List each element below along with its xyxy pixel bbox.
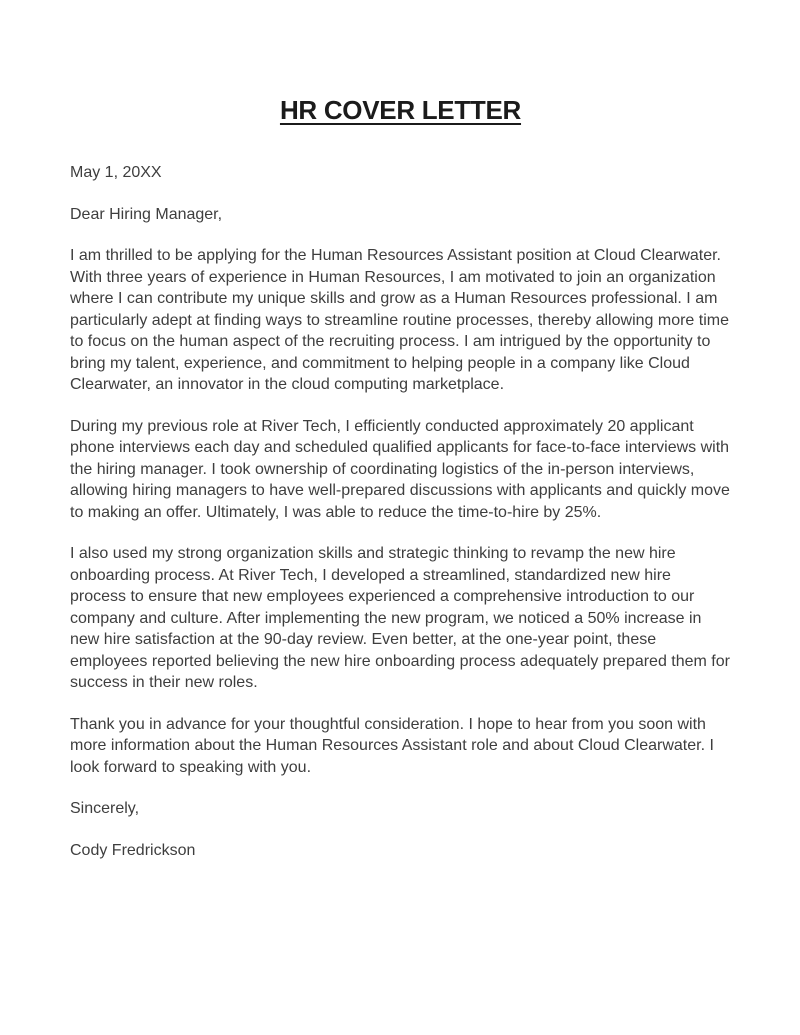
document-title: HR COVER LETTER xyxy=(279,95,522,125)
letter-paragraph-onboarding: I also used my strong organization skills and strategic thinking to revamp the new hire onboarding process. At River Tech, I developed a streamlined, standardized new hire process to ensure that new employees experienced a comprehensive introduction to our company and culture. After implementing the new program, we noticed a 50% increase in new hire satisfaction at the 90-day review. Even better, at the one-year point, these employees reported believing the new hire onboarding process adequately prepared them for success in their new roles. xyxy=(70,545,730,691)
letter-closing: Sincerely, xyxy=(70,800,140,817)
letter-paragraph-intro: I am thrilled to be applying for the Human Resources Assistant position at Cloud Clearwater. With three years of experience in Human Resources, I am motivated to join an organization where I can contribute my unique skills and grow as a Human Resources professional. I am particularly adept at finding ways to streamline routine processes, thereby allowing more time to focus on the human aspect of the recruiting process. I am intrigued by the opportunity to bring my talent, experience, and commitment to helping people in a company like Cloud Clearwater, an innovator in the cloud computing marketplace. xyxy=(70,247,729,393)
letter-paragraph-thanks: Thank you in advance for your thoughtful consideration. I hope to hear from you soon with more information about the Human Resources Assistant role and about Cloud Clearwater. I look forward to speaking with you. xyxy=(70,715,714,776)
letter-signature: Cody Fredrickson xyxy=(70,841,196,859)
letter-date: May 1, 20XX xyxy=(70,164,162,181)
letter-paragraph-experience: During my previous role at River Tech, I efficiently conducted approximately 20 applicant phone interviews each day and scheduled qualified applicants for face-to-face interviews with the hiring manager. I took ownership of coordinating logistics of the in-person interviews, allowing hiring managers to have well-prepared discussions with applicants and quickly move to making an offer. Ultimately, I was able to reduce the time-to-hire by 25%. xyxy=(70,417,730,521)
letter-salutation: Dear Hiring Manager, xyxy=(70,205,223,223)
